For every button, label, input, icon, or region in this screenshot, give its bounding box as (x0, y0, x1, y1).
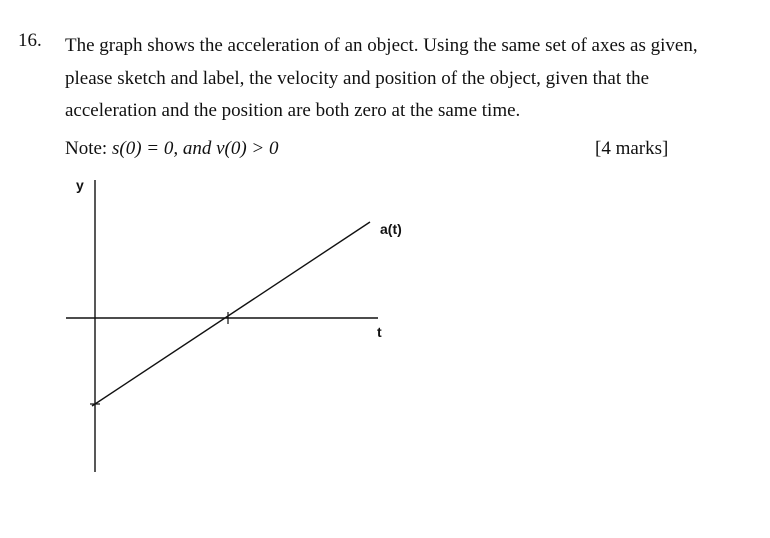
t-axis-label: t (377, 324, 382, 340)
y-axis-label: y (76, 177, 84, 193)
acceleration-line (92, 222, 370, 406)
question-line-1: The graph shows the acceleration of an object. Using the same set of axes as given, (65, 35, 698, 56)
note-math: s(0) = 0, and v(0) > 0 (111, 138, 279, 159)
question-line-2: please sketch and label, the velocity and position of the object, given that the (65, 67, 650, 89)
note-prefix: Note: (65, 138, 112, 159)
question-line-3: acceleration and the position are both zero at the same time. (65, 100, 521, 121)
marks-label: [4 marks] (595, 138, 669, 159)
question-number: 16. (18, 30, 42, 51)
curve-label: a(t) (380, 221, 402, 237)
